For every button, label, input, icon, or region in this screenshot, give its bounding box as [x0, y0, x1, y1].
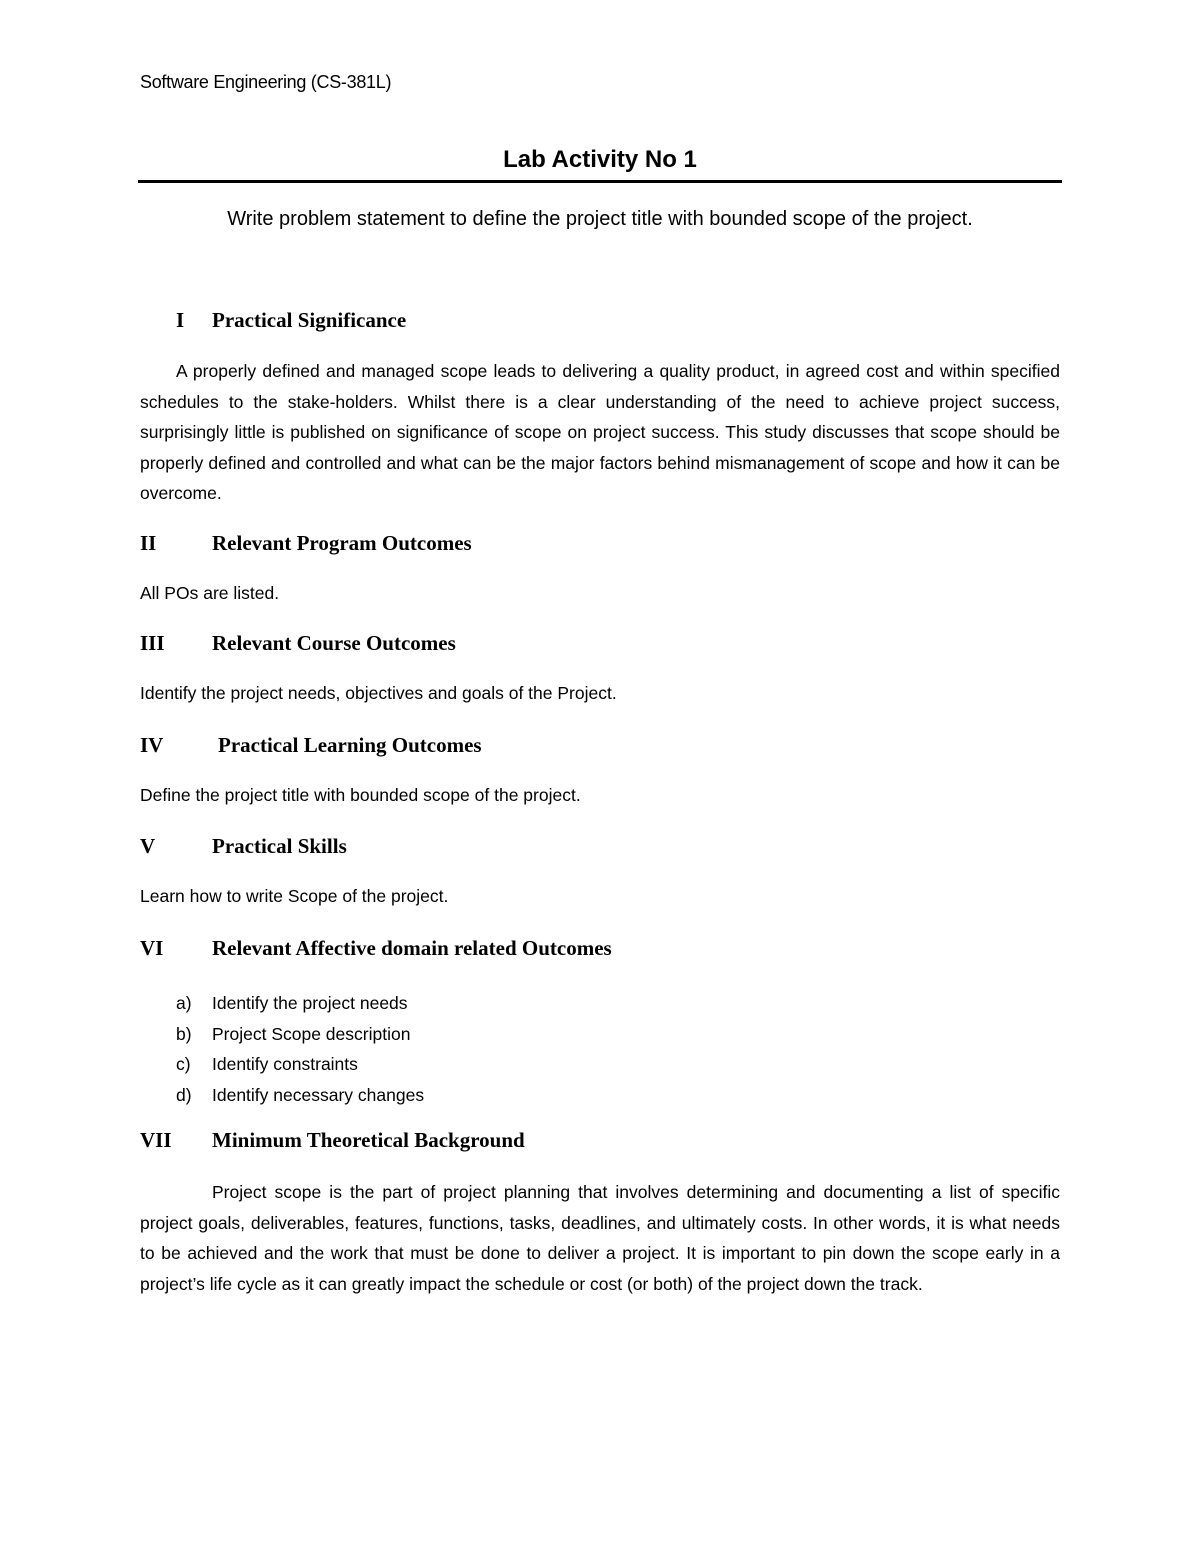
- document-subtitle: Write problem statement to define the project title with bounded scope of the project.: [227, 208, 973, 230]
- list-item-text: Identify the project needs: [212, 993, 408, 1013]
- section-heading-practical-significance: [140, 308, 406, 333]
- section-number: VI: [140, 936, 164, 960]
- section-heading-practical-skills: [140, 834, 347, 859]
- section-body-theoretical-background: Project scope is the part of project planning that involves determining and documenting a list of specific project goals, deliverables, features, functions, tasks, deadlines, and ultimately costs. In other words, it is what needs to be achieved and the work that must be done to deliver a project. It is important to pin down the scope early in a project’s life cycle as it can greatly impact the schedule or cost (or both) of the project down the track.: [140, 1182, 1060, 1294]
- section-heading-course-outcomes: [140, 631, 456, 656]
- section-number: III: [140, 631, 165, 655]
- list-item: [176, 1049, 424, 1080]
- list-item-text: Identify constraints: [212, 1054, 358, 1075]
- section-number: VII: [140, 1128, 172, 1152]
- list-item-text: Project Scope description: [212, 1023, 411, 1044]
- list-item: [176, 1080, 424, 1111]
- section-body-learning-outcomes: Define the project title with bounded scope of the project.: [140, 785, 581, 805]
- list-marker: c): [176, 1054, 191, 1075]
- section-body-practical-significance: A properly defined and managed scope leads to delivering a quality product, in agreed cost and within specified schedules to the stake-holders. Whilst there is a clear understanding of the need to achieve project success, surprisingly little is published on significance of scope on project success. This study discusses that scope should be properly defined and controlled and what can be the major factors behind mismanagement of scope and how it can be overcome.: [140, 361, 1060, 503]
- list-marker: a): [176, 993, 192, 1013]
- section-number: I: [176, 308, 185, 332]
- section-number: IV: [140, 733, 164, 757]
- section-title: Practical Significance: [212, 308, 407, 332]
- section-title: Practical Skills: [212, 834, 347, 858]
- section-body-program-outcomes: All POs are listed.: [140, 583, 280, 603]
- list-marker: b): [176, 1023, 192, 1044]
- section-title: Practical Learning Outcomes: [218, 733, 482, 757]
- section-title: Relevant Program Outcomes: [212, 531, 472, 555]
- section-number: II: [140, 531, 157, 555]
- section-heading-learning-outcomes: [140, 733, 482, 758]
- list-item: [176, 1019, 424, 1050]
- section-heading-theoretical-background: [140, 1128, 525, 1153]
- section-body-course-outcomes: Identify the project needs, objectives and goals of the Project.: [140, 683, 617, 703]
- affective-outcomes-list: [176, 988, 424, 1111]
- section-heading-affective-outcomes: [140, 936, 612, 961]
- section-title: Minimum Theoretical Background: [212, 1128, 525, 1152]
- list-item: [176, 988, 424, 1019]
- list-item-text: Identify necessary changes: [212, 1085, 425, 1106]
- title-divider: [138, 180, 1062, 183]
- section-number: V: [140, 834, 156, 858]
- section-body-practical-skills: Learn how to write Scope of the project.: [140, 886, 449, 906]
- list-marker: d): [176, 1085, 192, 1106]
- section-heading-program-outcomes: [140, 531, 472, 556]
- document-title: Lab Activity No 1: [503, 146, 697, 173]
- running-header: Software Engineering (CS-381L): [140, 72, 392, 92]
- section-title: Relevant Course Outcomes: [212, 631, 456, 655]
- section-title: Relevant Affective domain related Outcomes: [212, 936, 612, 960]
